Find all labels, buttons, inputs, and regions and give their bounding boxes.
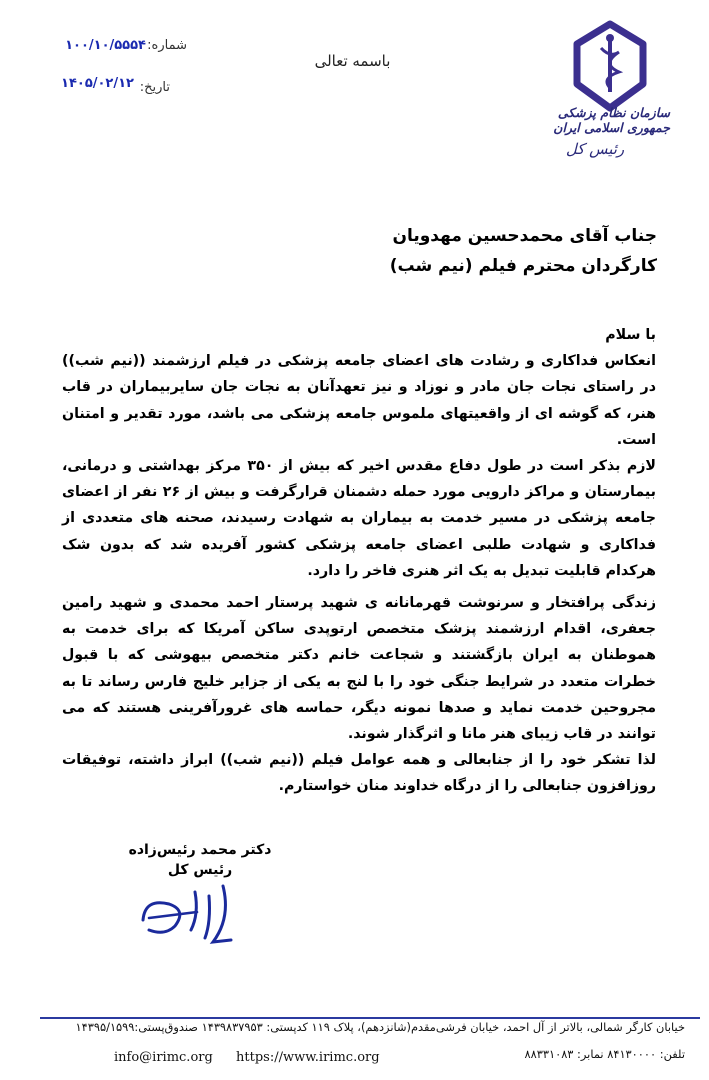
letter-number-label: شماره:	[147, 38, 187, 53]
handwritten-signature	[135, 878, 260, 948]
body-paragraph: زندگی پرافتخار و سرنوشت قهرمانانه ی شهید پرستار احمد محمدی و شهید رامین جعفری، اقدام ارزشمند پزشک متخصص ارتوپدی ساکن آمریکا که برای خدمت به هموطنان به ایران بازگشتند و شجاعت خانم دکتر متخصص بیهوشی که با قبول خطرات متعدد در شرایط جنگی خود را با لنج به یکی از جزایر خلیج فارس رساند تا به مجروحین خدمت نماید و صدها نمونه دیگر، حماسه های غرورآفرینی هستند که می توانند در قاب زیبای هنر مانا و اثرگذار شوند.	[62, 595, 656, 743]
footer-website-link[interactable]: https://www.irimc.org	[236, 1050, 380, 1065]
body-paragraph: لازم بذکر است در طول دفاع مقدس اخیر که بیش از ۳۵۰ مرکز بهداشتی و درمانی، بیمارستان و مراکز دارویی مورد حمله دشمنان قرارگرفت و بیش از ۲۶ نفر از اعضای جامعه پزشکی در مسیر خدمت به بیماران به شهادت رسیدند، صحنه های متعددی از فداکاری و شهادت طلبی اعضای جامعه پزشکی کشور آفریده شد که بدون شک هرکدام قابلیت تبدیل به یک اثر هنری فاخر را دارد.	[62, 458, 656, 579]
signatory-name: دکتر محمد رئیس‌زاده	[128, 842, 272, 858]
medical-council-emblem-icon	[565, 18, 655, 118]
body-paragraph: انعکاس فداکاری و رشادت های اعضای جامعه پزشکی در فیلم ارزشمند ((نیم شب)) در راستای نجات جان مادر و نوزاد و نیز تعهدآنان به نجات جان سایربیماران در قاب هنر، که گوشه ای از واقعیتهای ملموس جامعه پزشکی می باشد، مورد تقدیر و امتنان است.	[62, 353, 656, 448]
letter-date-value: ۱۴۰۵/۰۲/۱۲	[61, 76, 134, 91]
org-name: سازمان نظام پزشکی جمهوری اسلامی ایران	[553, 105, 670, 135]
letter-date-label: تاریخ:	[139, 80, 170, 95]
letter-body	[62, 322, 656, 800]
footer-address: خیابان کارگر شمالی، بالاتر از آل احمد، خیابان فرشی‌مقدم(شانزدهم)، پلاک ۱۱۹ کدپستی: ۱۴۳۹۸۳۷۹۵۳ صندوق‌پستی:۱۴۳۹۵/۱۵۹۹	[75, 1020, 685, 1034]
org-subtitle: رئیس کل	[565, 140, 625, 158]
body-paragraph: لذا تشکر خود را از جنابعالی و همه عوامل فیلم ((نیم شب)) ابراز داشته، توفیقات روزافزون جنابعالی را از درگاه خداوند منان خواستارم.	[62, 752, 656, 795]
letter-number-value: ۱۰۰/۱۰/۵۵۵۴	[65, 38, 146, 53]
footer-phone-fax: تلفن: ۸۴۱۳۰۰۰۰ نمابر: ۸۸۳۳۱۰۸۳	[524, 1047, 685, 1061]
org-logo	[565, 18, 655, 118]
addressee-title: کارگردان محترم فیلم (نیم شب)	[389, 256, 657, 276]
addressee-name: جناب آقای محمدحسین مهدویان	[392, 226, 657, 246]
greeting: با سلام	[605, 327, 656, 343]
footer-email-link[interactable]: info@irimc.org	[114, 1050, 213, 1065]
invocation-text: باسمه تعالی	[314, 52, 391, 70]
signatory-title: رئیس کل	[167, 862, 233, 878]
footer-divider	[40, 1017, 700, 1019]
